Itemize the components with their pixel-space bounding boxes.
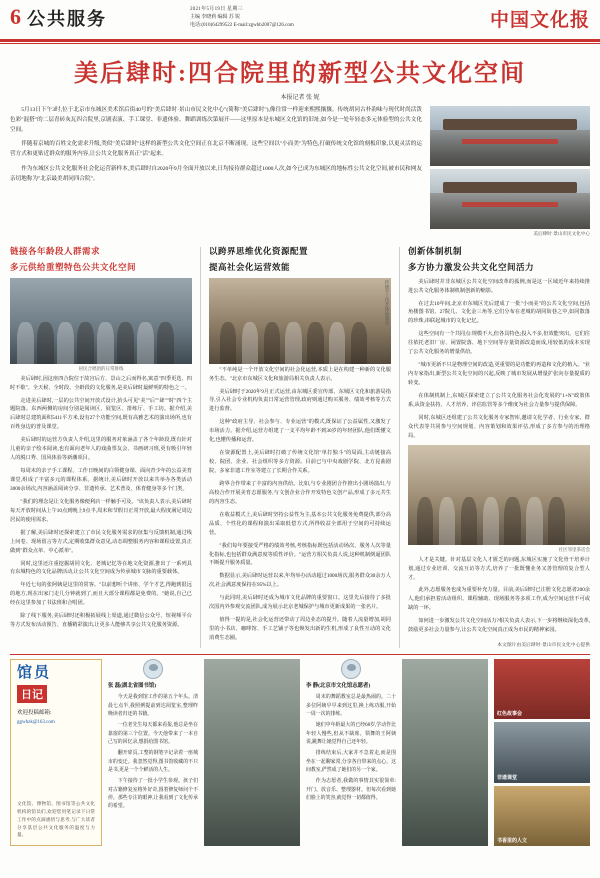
paragraph: 作为志愿者,我做的事情其实很简单:开门、放音乐、整理器材。但每次看到她们脸上的笑容,就觉得一切都值得。 (306, 779, 396, 801)
diary-badge: 日记 (17, 685, 47, 703)
paragraph: 这种"政府主导、社会参与、专业运营"的模式,既保证了公益属性,又激发了市场活力。据介绍,运营方组建了一支平均年龄不到30岁的年轻团队,他们既懂文化,也懂传播和运营。 (209, 419, 391, 444)
paragraph: 美后肆时,因这座四合院位于故宫后方、景山之后而得名,寓意"四季更迭、四时不歇"。全天候、全时段、全龄段的文化服务,是美后肆时最鲜明的特色之一。 (10, 375, 192, 391)
diary-entry-2 (306, 659, 396, 846)
paragraph: 除了线下服务,美后肆时还积极拓展线上渠道,通过微信公众号、短视频平台等方式发布活动预告、直播精彩演出,让更多人能够共享公共文化服务资源。 (10, 613, 192, 629)
column-2-photo-side-caption: 传统手工技艺体验课堂 (385, 279, 390, 325)
masthead-date: 2021年5月19日 星期三 (190, 7, 243, 12)
paragraph: 这些空间有一个共同点:规模不大,但各具特色;投入不多,但效能突出。它们往往依托老旧厂房、闲置院落、地下空间等存量资源改造而成,用较低的成本实现了公共文化服务的增量供给。 (408, 331, 590, 356)
column-3-subhead-1: 创新体制机制 (408, 246, 463, 256)
lead-paragraph: 5月13日下午3时,位于北京市东城区美术馆后街40号的"美后肆时·景山市民文化中心"(简称"美后肆时"),像往常一样迎来熙熙攘攘。传统胡同古朴韵味与现代时尚活泼色彩"混搭"的二层青砖灰瓦四合院里,京剧表演、手工课堂、非遗体验、舞蹈训练次第展开——这里原本是东城区文化馆的旧址,如今是一处年轻态多元体验型的公共文化空间。 (10, 107, 422, 133)
lead-paragraph: 作为东城区公共文化服务社会化运营新样本,美后肆时自2020年9月全面开放以来,日均接待群众超过1000人次,如今已成为东城区的地标性公共文化空间,被市民和网友亲切地称为"北京最美胡同四合院"。 (10, 165, 422, 182)
promo-item-3-label: 书香里的人文 (497, 839, 528, 845)
paragraph: 在体制机制上,东城区探索建立了公共文化服务社会化发展的"1+N"政策体系,从资金扶持、人才培养、评估监管等多个维度为社会力量参与提供保障。 (408, 392, 590, 408)
column-3-subhead-2: 多方协力激发公共文化空间活力 (408, 262, 535, 273)
paragraph: "我们的理念是让文化服务像便利店一样触手可及。"该负责人表示,美后肆时每天开放时间从上午10点到晚上9点半,周末和节假日正常开放,最大程度满足周边居民的使用需求。 (10, 498, 192, 523)
article-columns (0, 237, 600, 648)
masthead-divider (0, 40, 600, 42)
photo-shape (430, 193, 590, 229)
photo-shape (430, 130, 590, 166)
diary-entry-2-author: 李 静(北京市文化馆志愿者) (306, 683, 371, 690)
masthead-editor: 主编 李晓莉 编辑 苏 锐 (190, 14, 241, 20)
paragraph: 一位老先生每天都来看报,他总是坐在靠窗的第三个位置。今天他带来了一本自己写的回忆录,想捐给图书馆。 (108, 723, 198, 745)
column-3-body-bottom (408, 556, 590, 636)
paragraph: "城市更新不只是物理空间的改造,更重要的是功能的再造和文化的植入。"业内专家指出,新型公共文化空间的兴起,反映了城市发展从增量扩张向存量提质的转变。 (408, 362, 590, 386)
lead-photo-caption: 美后肆时·景山市民文化中心 (533, 231, 590, 236)
paragraph: 下午接待了一批小学生参观。孩子们对古籍修复室格外好奇,围着修复师问个不停。那些专注的眼神,让我看到了文化传承的希望。 (108, 779, 198, 810)
photo-shape (462, 139, 558, 144)
diary-photo-1 (204, 659, 300, 846)
paragraph: 据了解,美后肆时还探索建立了市民文化服务需求的征集与反馈机制,通过线上问卷、现场留言等方式,定期收集群众意见,动态调整服务内容和课程设置,真正做到"群众点单、中心派单"。 (10, 529, 192, 554)
column-2-photo (209, 278, 391, 364)
page-title: 美后肆时:四合院里的新型公共文化空间 (74, 61, 526, 87)
paragraph: 她们中年龄最大的已经68岁,学动作比年轻人慢些,但从不缺席。领舞的王阿姨说,跳舞让她觉得自己还年轻。 (306, 723, 396, 745)
column-divider (399, 247, 400, 648)
photo-shape (443, 119, 577, 130)
column-1 (10, 243, 192, 648)
paragraph: 周末的舞蹈教室总是最热闹的。二十多位阿姨早早来到这里,换上练功服,开始一周一次的排练。 (306, 695, 396, 717)
paragraph: 翻开扉页,工整的钢笔字记录着一座城市的变迁。我忽然觉得,图书馆收藏的不只是书,更是一个个鲜活的人生。 (108, 751, 198, 773)
bottom-band (10, 654, 590, 846)
page-number: 6 (10, 4, 21, 29)
paragraph: 人才是关键。针对基层文化人才匮乏的问题,东城区实施了文化骨干培养计划,通过专业培训、交流互访等方式,培养了一批既懂业务又善管理的复合型人才。 (408, 556, 590, 581)
section-title: 公共服务 (27, 9, 107, 29)
paragraph: 每周末的亲子手工课程、工作日晚间的白领健身课、面向青少年的公益美育课堂,组成了丰富多元的课程体系。据统计,美后肆时开放以来共举办各类活动3000余场次,内容涵盖阅读分享、非遗传承、艺术普及、体育健身等多个门类。 (10, 468, 192, 492)
masthead-contact: 电话:(010)64299522 E-mail:zgwhb2007@126.com (190, 22, 294, 28)
column-1-photo-caption: 居民合唱团的日常排练 (78, 365, 124, 371)
column-2-body (209, 366, 391, 643)
promo-item-1[interactable] (494, 659, 590, 719)
paragraph: 美后肆时的运营方负责人介绍,这里的服务对象涵盖了各个年龄段,既有针对儿童的亲子绘本阅读,也有面向老年人的戏曲票友会、书画研习班,更有吸引年轻人的脱口秀、国风体验等新潮项目。 (10, 437, 192, 462)
diary-email[interactable]: ggwhzk@163.com (17, 719, 55, 725)
lead-photo-bottom (430, 169, 590, 229)
column-1-subhead-2: 多元供给重塑特色公共文化空间 (10, 262, 137, 273)
paragraph: 与此同时,美后肆时还成为城市文化品牌的重要窗口。这里先后接待了多批次国内外参观交流团队,成为展示北京老城保护与城市更新成果的一张名片。 (209, 595, 391, 611)
column-3 (408, 243, 590, 648)
paragraph: 同时,这里还注重挖掘胡同文化、老城记忆等在地文化资源,推出了一系列具有东城特色的文化品牌活动,让公共文化空间成为传承城市文脉的重要载体。 (10, 560, 192, 576)
diary-photo-2 (402, 659, 488, 846)
paragraph: 在过去10年间,北京市东城区先后建成了一批"小而美"的公共文化空间,包括角楼图书馆、27院儿、文化金三角等,它们分布在老城的胡同街巷之中,如同散落的珍珠,串联起城市的文化记忆。 (408, 300, 590, 325)
lead-photo-top (430, 106, 590, 166)
photo-shape (443, 182, 577, 193)
paragraph: 年近七旬的张阿姨是这里的常客。"以前想听个讲座、学个才艺,得跑到很远的地方,现在出家门走几分钟就到了,而且大部分课程都是免费的。"她说,自己已经在这里参加了书法班和合唱团。 (10, 582, 192, 607)
promo-grid (494, 659, 590, 846)
column-2-subhead-1: 以跨界思维优化资源配置 (209, 246, 309, 256)
lead-block (0, 106, 600, 237)
avatar (341, 659, 361, 679)
diary-description: 文化馆、博物馆、图书馆等公共文化机构的馆员们,欢迎您用笔记录下日常工作中的点滴感悟与思考,与广大读者分享基层公共文化服务的温度与力量。 (17, 801, 95, 838)
paragraph: 数据显示,美后肆时运营以来,年均举办活动超过1000场次,服务群众30余万人次,社会满意度保持在95%以上。 (209, 573, 391, 589)
column-2-subhead-2: 提高社会化运营效能 (209, 262, 291, 273)
lead-paragraph: 伴随着京城的百姓文化需求升级,类似"美后肆时"这样的新型公共文化空间正在北京不断涌现。这些空间以"小而美"为特色,打破传统文化馆的刻板印象,以更灵活的运营方式和更贴近群众的服务内容,让公共文化服务真正"活"起来。 (10, 141, 422, 158)
photo-credit: 本文图片由美后肆时·景山市民文化中心提供 (497, 643, 590, 649)
diary-submission-label: 欢迎投稿邮箱: (17, 710, 52, 717)
column-1-subhead-1: 链接各年龄段人群需求 (10, 246, 101, 256)
diary-title: 馆员 (17, 665, 52, 682)
promo-item-3[interactable] (494, 786, 590, 846)
paragraph: 跨界合作带来了丰富的内容供给。比如,与专业剧团合作推出小剧场演出,与高校合作开展美育志愿服务,与文创企业合作开发特色文创产品,形成了多元共生的内容生态。 (209, 480, 391, 505)
paragraph: "不单纯是一个开放文化空间的社会化运营,本质上是在构建一种新的文化服务生态。"北京市东城区文化和旅游局相关负责人表示。 (209, 366, 391, 382)
newspaper-brand: 中国文化报 (489, 10, 590, 31)
column-3-photo-caption: 社区邻里茶话会 (558, 546, 590, 552)
paragraph: 此外,志愿服务也成为重要补充力量。目前,美后肆时已注册文化志愿者200余人,他们承担着活动组织、课程辅助、现场服务等多项工作,成为空间运营不可或缺的一环。 (408, 587, 590, 612)
paragraph: 在资源配置上,美后肆时打破了传统文化馆"单打独斗"的局面,主动链接高校、院团、企业、社会组织等多方资源。目前已与中央戏剧学院、北方昆曲剧院、多家非遗工作室等建立了长期合作关系。 (209, 450, 391, 474)
byline: 本报记者 张 妮 (280, 95, 320, 101)
paragraph: "我们每年要接受严格的绩效考核,考核指标既包括活动场次、服务人次等量化指标,也包括群众满意度等质性评价。"运营方相关负责人说,这种机制倒逼团队不断提升服务质量。 (209, 542, 391, 567)
avatar (143, 659, 163, 679)
lead-text (10, 106, 422, 237)
diary-entry-1-author: 张 磊(湖北省图书馆) (108, 683, 157, 690)
column-3-body-top (408, 278, 590, 441)
paragraph: 走进美后肆时,一层的公共空间开放式设计,抬头可见"美""后""肆""时"四个主题院落。东西两侧的房间分别是阅读区、展览区、排练厅、手工坊。据介绍,美后肆时总建筑面积5411平方米,设有27个功能空间,既有高雅艺术的演出场所,也有百姓身边的普及课堂。 (10, 397, 192, 431)
paragraph: 美后肆时于2020年9月正式运营,由东城区委宣传部、东城区文化和旅游局指导,引入社会专业机构负责日常运营管理,政府则通过购买服务、绩效考核等方式进行监督。 (209, 388, 391, 413)
masthead (0, 0, 600, 40)
promo-item-2-label: 非遗课堂 (497, 775, 518, 781)
column-2 (209, 243, 391, 648)
paragraph: 同时,东城区还组建了公共文化服务专家智库,邀请文化学者、行业专家、群众代表等共同参与空间规划、内容策划和效果评估,形成了多方参与的治理格局。 (408, 414, 590, 439)
promo-item-1-label: 红色故事会 (497, 712, 523, 718)
column-1-photo (10, 278, 192, 364)
paragraph: 美后肆时并非东城区公共文化空间改革的孤例,而是这一区域近年来持续推进公共文化服务体制机制创新的缩影。 (408, 278, 590, 294)
column-divider (200, 247, 201, 648)
diary-entry-1 (108, 659, 198, 846)
promo-item-2[interactable] (494, 722, 590, 782)
paragraph: 排练结束后,大家并不急着走,而是围坐在一起聊家常,分享各自带来的点心。这间教室,俨然成了她们的另一个家。 (306, 751, 396, 773)
paragraph: 如何进一步激发公共文化空间活力?相关负责人表示,下一步将继续深化改革,鼓励更多社会力量参与,让公共文化空间真正成为市民的精神家园。 (408, 618, 590, 634)
paragraph: 值得一提的是,社会化运营还带动了周边业态的提升。随着人流量增加,胡同里的小书店、咖啡馆、手工艺铺子等也焕发出新的生机,形成了良性互动的文化消费生态圈。 (209, 617, 391, 641)
paragraph: 在收益模式上,美后肆时坚持公益性为主,基本公共文化服务免费提供,部分高品质、个性化的课程和演出采取低偿方式,所得收益全部用于空间的可持续运营。 (209, 511, 391, 536)
column-3-photo (408, 445, 590, 545)
column-1-body (10, 375, 192, 630)
photo-shape (462, 202, 558, 207)
paragraph: 今天是我到馆工作的第五个年头。清晨七点半,我照例提前到达阅览室,整理昨晚读者归还的书籍。 (108, 695, 198, 717)
masthead-meta (190, 6, 294, 29)
lead-photos (430, 106, 590, 237)
diary-logo-box (10, 659, 102, 846)
